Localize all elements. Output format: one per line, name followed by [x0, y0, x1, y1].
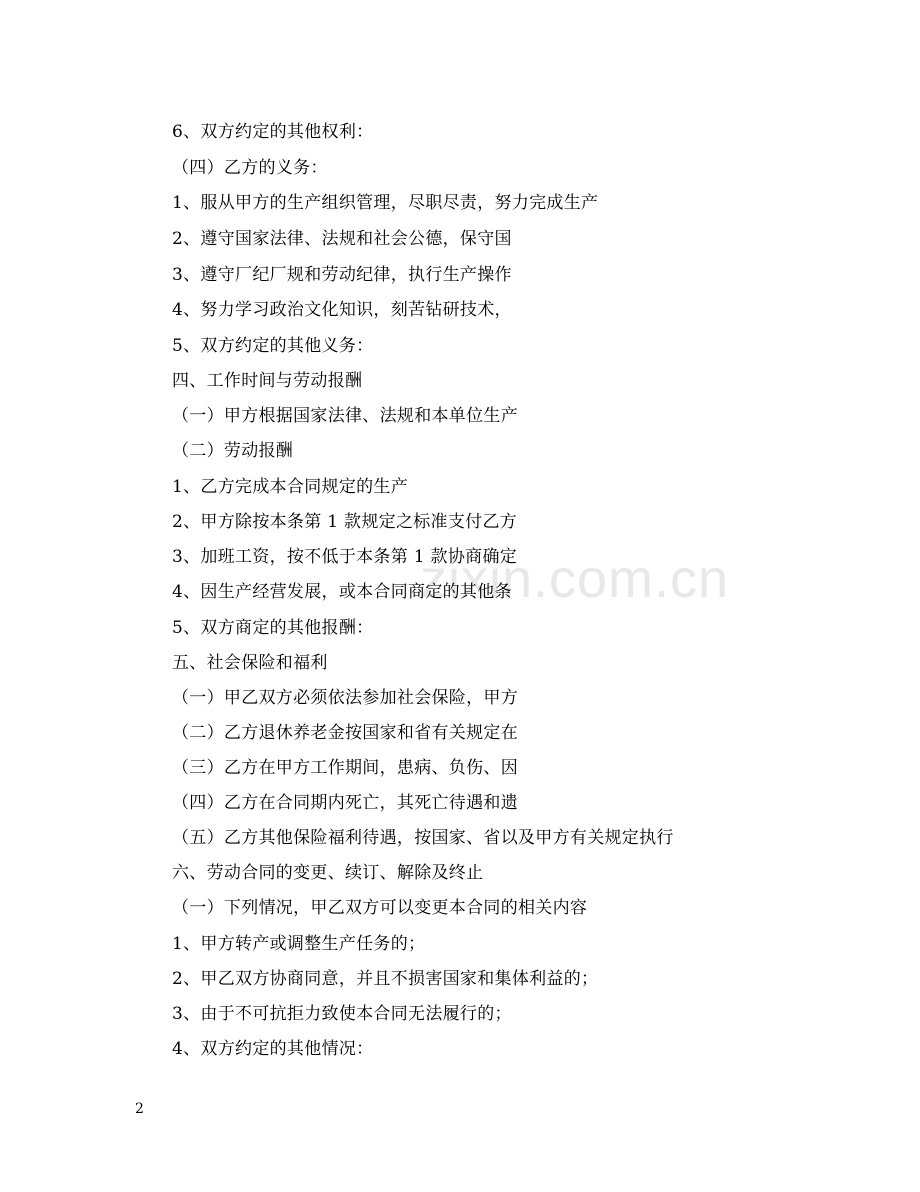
- text-line-25: 2、甲乙双方协商同意，并且不损害国家和集体利益的；: [172, 969, 599, 989]
- text-line-20: （四）乙方在合同期内死亡，其死亡待遇和遗: [172, 793, 518, 813]
- text-line-4: 2、遵守国家法律、法规和社会公德，保守国: [172, 229, 512, 249]
- section-heading-4: 四、工作时间与劳动报酬: [172, 371, 363, 391]
- page-number: 2: [135, 1101, 144, 1117]
- text-line-6: 4、努力学习政治文化知识，刻苦钻研技术，: [172, 300, 512, 320]
- text-line-5: 3、遵守厂纪厂规和劳动纪律，执行生产操作: [172, 265, 512, 285]
- text-line-7: 5、双方约定的其他义务：: [172, 336, 374, 356]
- text-line-17: （一）甲乙双方必须依法参加社会保险，甲方: [172, 688, 518, 708]
- watermark: zixin.com.cn: [420, 549, 730, 609]
- text-line-11: 1、乙方完成本合同规定的生产: [172, 477, 409, 497]
- text-line-9: （一）甲方根据国家法律、法规和本单位生产: [172, 406, 518, 426]
- text-line-1: 6、双方约定的其他权利：: [172, 122, 374, 142]
- text-line-14: 4、因生产经营发展，或本合同商定的其他条: [172, 582, 512, 602]
- text-line-24: 1、甲方转产或调整生产任务的；: [172, 934, 426, 954]
- text-line-18: （二）乙方退休养老金按国家和省有关规定在: [172, 723, 518, 743]
- text-line-15: 5、双方商定的其他报酬：: [172, 618, 374, 638]
- text-line-19: （三）乙方在甲方工作期间，患病、负伤、因: [172, 758, 518, 778]
- text-line-3: 1、服从甲方的生产组织管理，尽职尽责，努力完成生产: [172, 193, 599, 213]
- text-line-2: （四）乙方的义务：: [172, 158, 328, 178]
- section-heading-6: 六、劳动合同的变更、续订、解除及终止: [172, 863, 484, 883]
- text-line-26: 3、由于不可抗拒力致使本合同无法履行的；: [172, 1004, 512, 1024]
- text-line-21: （五）乙方其他保险福利待遇，按国家、省以及甲方有关规定执行: [172, 828, 674, 848]
- text-line-10: （二）劳动报酬: [172, 441, 294, 461]
- text-line-23: （一）下列情况，甲乙双方可以变更本合同的相关内容: [172, 898, 588, 918]
- section-heading-5: 五、社会保险和福利: [172, 653, 328, 673]
- text-line-13: 3、加班工资，按不低于本条第 1 款协商确定: [172, 547, 518, 567]
- text-line-27: 4、双方约定的其他情况：: [172, 1039, 374, 1059]
- text-line-12: 2、甲方除按本条第 1 款规定之标准支付乙方: [172, 512, 518, 532]
